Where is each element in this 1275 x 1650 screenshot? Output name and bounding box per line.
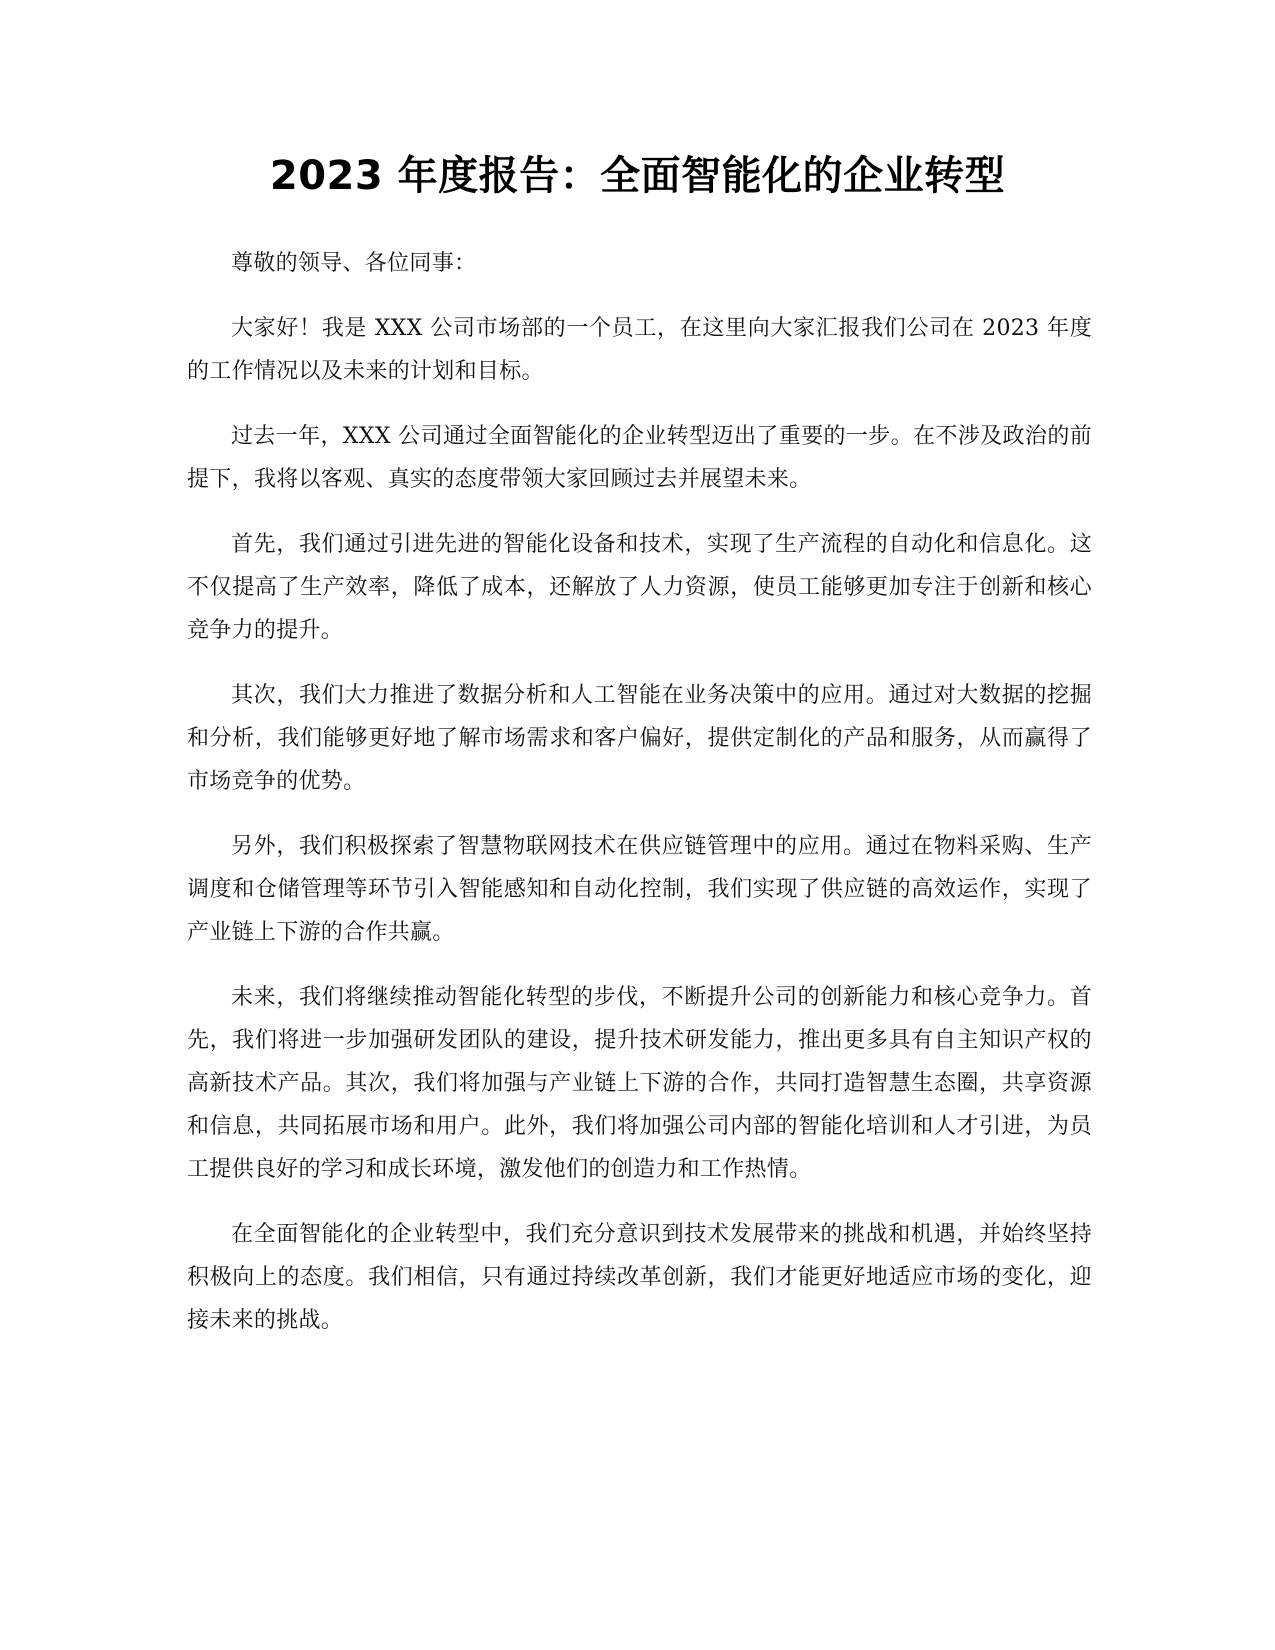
- paragraph-salutation: 尊敬的领导、各位同事：: [231, 251, 477, 276]
- paragraph-additionally: 另外，我们积极探索了智慧物联网技术在供应链管理中的应用。通过在物料采购、生产调度和仓储管理等环节引入智能感知和自动化控制，我们实现了供应链的高效运作，实现了产业链上下游的合作共赢。: [187, 834, 1092, 945]
- paragraph-past-year: 过去一年，XXX 公司通过全面智能化的企业转型迈出了重要的一步。在不涉及政治的前提下，我将以客观、真实的态度带领大家回顾过去并展望未来。: [187, 424, 1092, 492]
- paragraph-second: 其次，我们大力推进了数据分析和人工智能在业务决策中的应用。通过对大数据的挖掘和分析，我们能够更好地了解市场需求和客户偏好，提供定制化的产品和服务，从而赢得了市场竞争的优势。: [187, 683, 1092, 794]
- paragraph-future: 未来，我们将继续推动智能化转型的步伐，不断提升公司的创新能力和核心竞争力。首先，我们将进一步加强研发团队的建设，提升技术研发能力，推出更多具有自主知识产权的高新技术产品。其次，我们将加强与产业链上下游的合作，共同打造智慧生态圈，共享资源和信息，共同拓展市场和用户。此外，我们将加强公司内部的智能化培训和人才引进，为员工提供良好的学习和成长环境，激发他们的创造力和工作热情。: [187, 985, 1092, 1182]
- paragraph-conclusion: 在全面智能化的企业转型中，我们充分意识到技术发展带来的挑战和机遇，并始终坚持积极向上的态度。我们相信，只有通过持续改革创新，我们才能更好地适应市场的变化，迎接未来的挑战。: [187, 1222, 1092, 1333]
- document-body: [187, 242, 1092, 1364]
- document-title: 2023 年度报告：全面智能化的企业转型: [269, 153, 1006, 199]
- paragraph-greeting: 大家好！我是 XXX 公司市场部的一个员工，在这里向大家汇报我们公司在 2023 年度的工作情况以及未来的计划和目标。: [187, 316, 1092, 384]
- paragraph-first: 首先，我们通过引进先进的智能化设备和技术，实现了生产流程的自动化和信息化。这不仅提高了生产效率，降低了成本，还解放了人力资源，使员工能够更加专注于创新和核心竞争力的提升。: [187, 532, 1092, 643]
